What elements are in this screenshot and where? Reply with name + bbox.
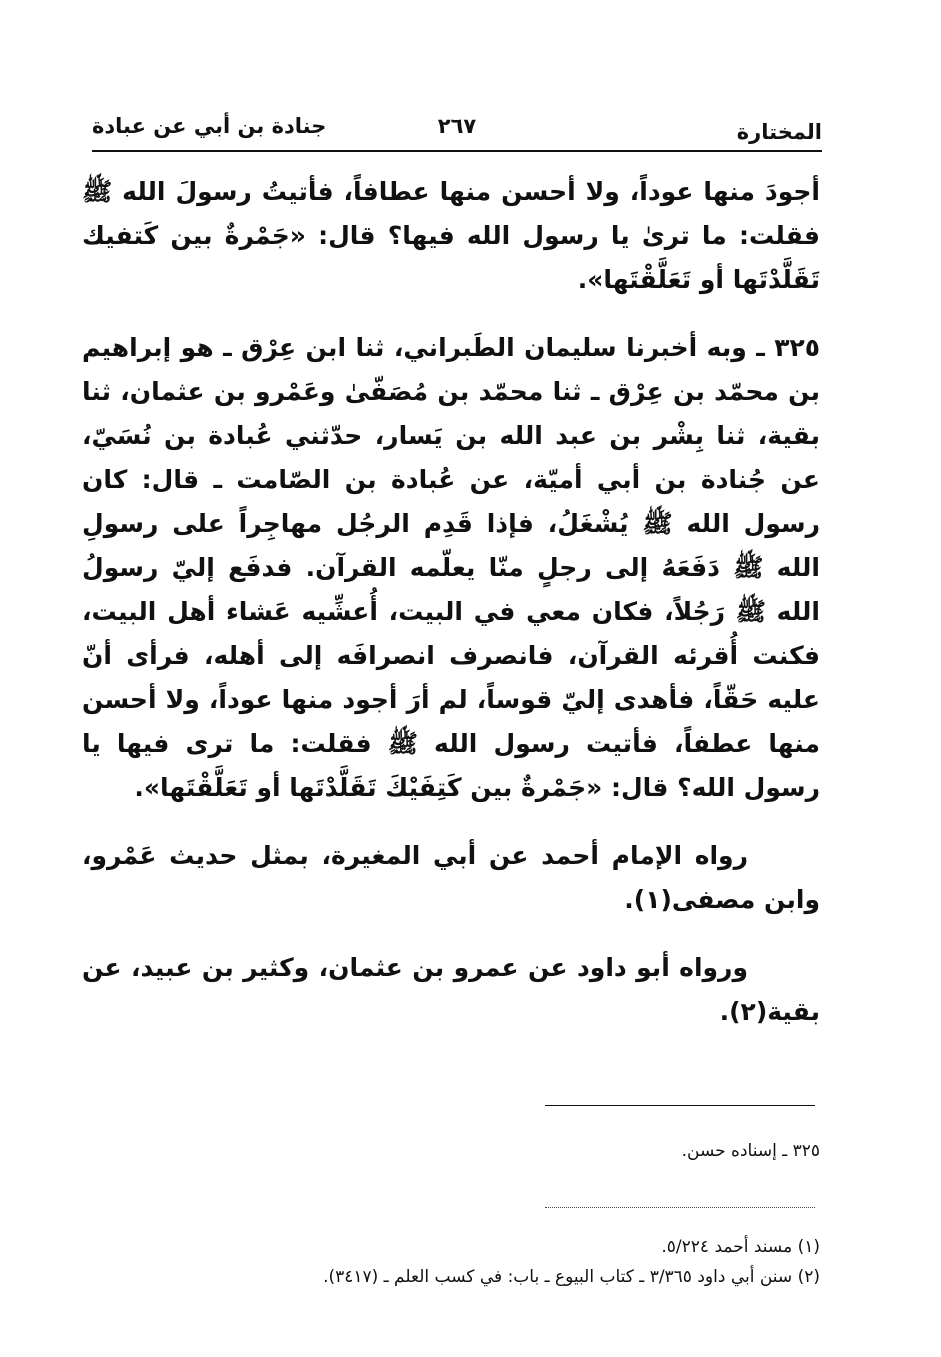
dotted-separator [545,1207,815,1208]
grading-note [120,1136,820,1166]
takhrij-abu-dawud: ورواه أبو داود عن عمرو بن عثمان، وكثير بن عبيد، عن بقية(٢). [82,953,820,1026]
header-rule [92,150,822,152]
takhrij-ahmad: رواه الإمام أحمد عن أبي المغيرة، بمثل حديث عَمْرو، وابن مصفى(١). [82,841,820,914]
main-text [82,170,820,1058]
hadith-text: ـ وبه أخبرنا سليمان الطَبراني، ثنا ابن عِرْق ـ هو إبراهيم بن محمّد بن عِرْق ـ ثنا محمّد بن مُصَفّىٰ وعَمْرو بن عثمان، ثنا بقية، ثنا بِشْر بن عبد الله بن يَسار، حدّثني عُبادة بن نُسَيّ، عن جُنادة بن أبي أميّة، عن عُبادة بن الصّامت ـ قال: كان رسول الله ﷺ يُشْغَلُ، فإذا قَدِم الرجُل مهاجِراً على رسولِ الله ﷺ دَفَعَهُ إلى رجلٍ منّا يعلّمه القرآن. فدفَع إليّ رسولُ الله ﷺ رَجُلاً، فكان معي في البيت، أُعشِّيه عَشاء أهل البيت، فكنت أُقرئه القرآن، فانصرف انصرافَه إلى أهله، فرأى أنّ عليه حَقّاً، فأهدى إليّ قوساً، لم أرَ أجود منها عوداً، ولا أحسن منها عطفاً، فأتيت رسول الله ﷺ فقلت: ما ترى فيها يا رسول الله؟ قال: «جَمْرةٌ بين كَتِفَيْكَ تَقَلَّدْتَها أو تَعَلَّقْتَها». [82,333,820,802]
page-number: ٢٦٧ [437,114,477,138]
chapter-title: جنادة بن أبي عن عبادة [92,114,327,138]
footnote-2: (٢) سنن أبي داود ٣/٣٦٥ ـ كتاب البيوع ـ باب: في كسب العلم ـ (٣٤١٧). [323,1267,820,1287]
book-title: المختارة [736,120,822,144]
grading-text: ٣٢٥ ـ إسناده حسن. [681,1141,820,1161]
footnotes [120,1232,820,1292]
running-header [92,104,822,148]
paragraph-continuation: أجودَ منها عوداً، ولا أحسن منها عطافاً، فأتيتُ رسولَ الله ﷺ فقلت: ما ترىٰ يا رسول الله فيها؟ قال: «جَمْرةٌ بين كَتفيك تَقَلَّدْتَها أو تَعَلَّقْتَها». [82,177,820,294]
hadith-number: ٣٢٥ [774,333,820,362]
footnote-1: (١) مسند أحمد ٥/٢٢٤. [661,1237,820,1257]
hadith-paragraph [82,326,820,810]
footnote-separator [545,1105,815,1106]
